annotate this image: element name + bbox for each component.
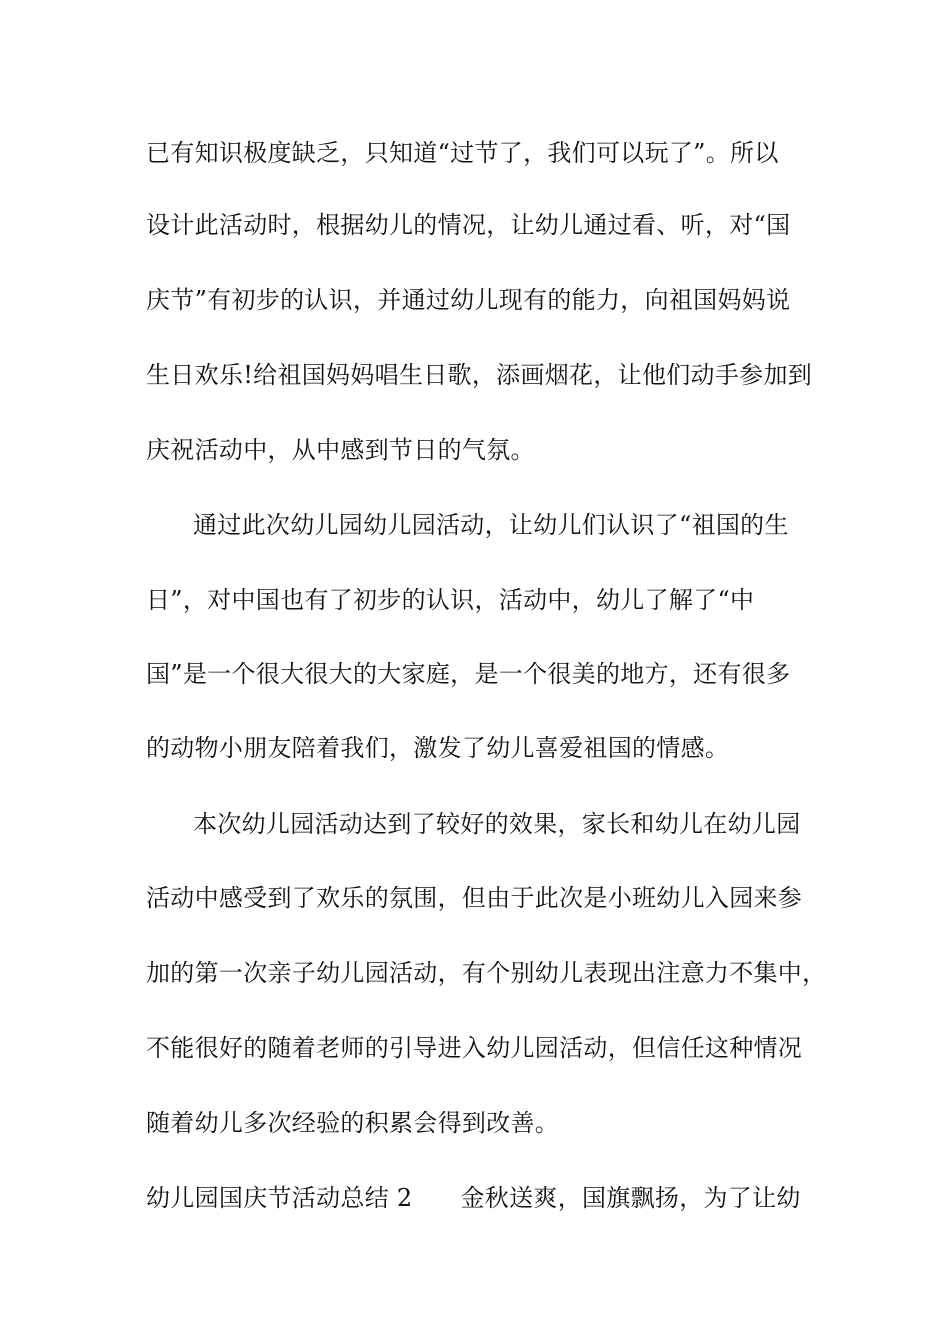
paragraph-2-line-2: 日”，对中国也有了初步的认识，活动中，幼儿了解了“中 [146, 586, 755, 614]
section-2-first-line: 金秋送爽，国旗飘扬，为了让幼 [460, 1184, 801, 1212]
paragraph-3-line-5: 随着幼儿多次经验的积累会得到改善。 [146, 1109, 560, 1137]
paragraph-3-line-1: 本次幼儿园活动达到了较好的效果，家长和幼儿在幼儿园 [193, 810, 801, 838]
paragraph-1-line-2: 设计此活动时，根据幼儿的情况，让幼儿通过看、听，对“国 [146, 211, 791, 239]
paragraph-3-line-2: 活动中感受到了欢乐的氛围，但由于此次是小班幼儿入园来参 [146, 884, 803, 912]
paragraph-1-line-4: 生日欢乐!给祖国妈妈唱生日歌，添画烟花，让他们动手参加到 [146, 361, 813, 389]
paragraph-3-line-4: 不能很好的随着老师的引导进入幼儿园活动，但信任这种情况 [146, 1034, 803, 1062]
section-2-line [146, 1183, 816, 1213]
paragraph-3-line-3: 加的第一次亲子幼儿园活动，有个别幼儿表现出注意力不集中， [146, 959, 827, 987]
section-2-title: 幼儿园国庆节活动总结 2 [146, 1184, 413, 1212]
paragraph-2-line-4: 的动物小朋友陪着我们，激发了幼儿喜爱祖国的情感。 [146, 734, 730, 762]
paragraph-1-line-3: 庆节”有初步的认识，并通过幼儿现有的能力，向祖国妈妈说 [146, 286, 791, 314]
paragraph-1-line-1: 已有知识极度缺乏，只知道“过节了，我们可以玩了”。所以 [146, 139, 779, 167]
paragraph-1-line-5: 庆祝活动中，从中感到节日的气氛。 [146, 436, 535, 464]
paragraph-2-line-1: 通过此次幼儿园幼儿园活动，让幼儿们认识了“祖国的生 [193, 511, 789, 539]
paragraph-2-line-3: 国”是一个很大很大的大家庭，是一个很美的地方，还有很多 [146, 660, 791, 688]
